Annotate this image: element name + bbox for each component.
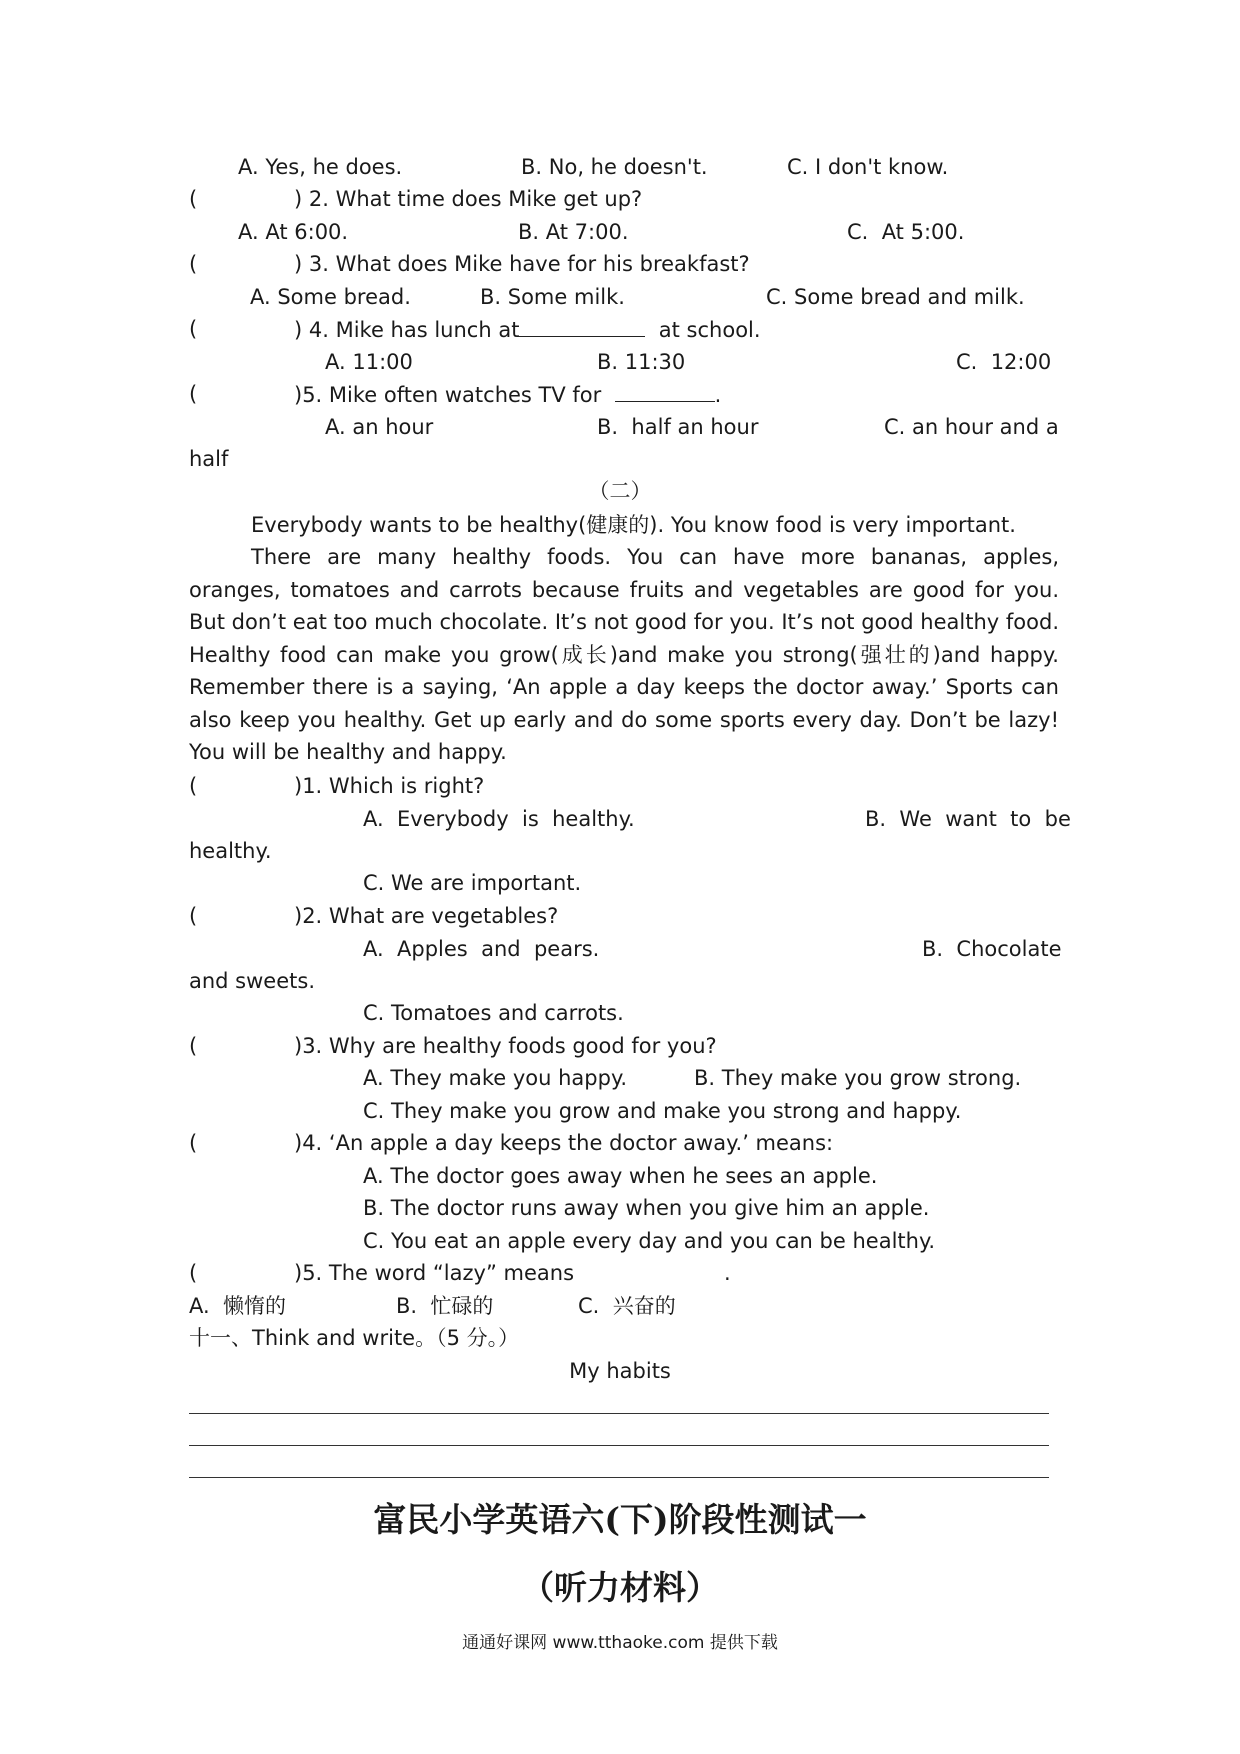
q4-option-c: C. 12:00 [956, 350, 1052, 374]
s2-q3-question: )3. Why are healthy foods good for you? [294, 1034, 717, 1058]
writing-section-heading: 十一、Think and write。（5 分。） [189, 1326, 520, 1350]
s2-q2-option-c: C. Tomatoes and carrots. [363, 1001, 624, 1025]
s2-q2-option-a: A. Apples and pears. [363, 937, 600, 961]
s2-q5-option-a: A. 懒惰的 [189, 1294, 287, 1318]
q2-question: ) 2. What time does Mike get up? [294, 187, 643, 211]
s2-q3-option-a: A. They make you happy. [363, 1066, 628, 1090]
s2-q1-option-b-wrap: healthy. [189, 839, 272, 863]
s2-q3-paren: ( [189, 1034, 198, 1058]
s2-q3-option-b: B. They make you grow strong. [694, 1066, 1022, 1090]
writing-line-2[interactable] [189, 1445, 1049, 1446]
s2-q3-option-c: C. They make you grow and make you strong and happy. [363, 1099, 962, 1123]
s2-q5-paren: ( [189, 1261, 198, 1285]
section-heading: （二） [588, 479, 652, 503]
q1-option-a: A. Yes, he does. [238, 155, 403, 179]
footer-source: 通通好课网 www.tthaoke.com 提供下载 [462, 1633, 778, 1653]
q4-answer-blank[interactable] [519, 314, 645, 337]
s2-q2-option-b-wrap: and sweets. [189, 969, 315, 993]
passage-paragraph-2: There are many healthy foods. You can have more bananas, apples, oranges, tomatoes and carrots because fruits and vegetables are good for you. But don’t eat too much chocolate. It’s not good for you. It’s not good healthy food. Healthy food can make you grow(成长)and make you strong(强壮的)and happy. Remember there is a saying, ‘An apple a day keeps the doctor away.’ Sports can also keep you healthy. Get up early and do some sports every day. Don’t be lazy! You will be healthy and happy. [189, 545, 1059, 764]
q4-option-b: B. 11:30 [597, 350, 686, 374]
q3-paren: ( [189, 252, 198, 276]
q5-option-a: A. an hour [325, 415, 434, 439]
writing-title: My habits [569, 1359, 671, 1383]
writing-line-3[interactable] [189, 1477, 1049, 1478]
exam-title: 富民小学英语六(下)阶段性测试一 [373, 1500, 867, 1539]
q3-question: ) 3. What does Mike have for his breakfast? [294, 252, 750, 276]
q3-option-b: B. Some milk. [480, 285, 625, 309]
s2-q5-option-b: B. 忙碌的 [396, 1294, 494, 1318]
s2-q1-option-c: C. We are important. [363, 871, 582, 895]
s2-q2-option-b: B. Chocolate [922, 937, 1062, 961]
q4-question: ) 4. Mike has lunch at at school. [294, 314, 761, 345]
passage-paragraph-1: Everybody wants to be healthy(健康的). You know food is very important. [251, 513, 1016, 537]
q2-option-b: B. At 7:00. [518, 220, 629, 244]
s2-q5-option-c: C. 兴奋的 [578, 1294, 676, 1318]
s2-q4-option-c: C. You eat an apple every day and you can be healthy. [363, 1229, 936, 1253]
s2-q4-question: )4. ‘An apple a day keeps the doctor away.’ means: [294, 1131, 834, 1155]
s2-q1-paren: ( [189, 774, 198, 798]
q5-answer-blank[interactable] [615, 379, 715, 402]
q5-option-b: B. half an hour [597, 415, 759, 439]
s2-q4-option-a: A. The doctor goes away when he sees an apple. [363, 1164, 878, 1188]
q5-paren: ( [189, 382, 198, 406]
s2-q2-paren: ( [189, 904, 198, 928]
s2-q4-option-b: B. The doctor runs away when you give him an apple. [363, 1196, 930, 1220]
q2-option-c: C. At 5:00. [847, 220, 965, 244]
s2-q5-question: )5. The word “lazy” means . [294, 1261, 731, 1285]
s2-q2-question: )2. What are vegetables? [294, 904, 559, 928]
q5-question: )5. Mike often watches TV for . [294, 379, 721, 410]
q3-option-a: A. Some bread. [250, 285, 411, 309]
q2-paren: ( [189, 187, 198, 211]
q3-option-c: C. Some bread and milk. [766, 285, 1025, 309]
s2-q1-option-a: A. Everybody is healthy. [363, 807, 635, 831]
q4-option-a: A. 11:00 [325, 350, 413, 374]
s2-q1-question: )1. Which is right? [294, 774, 485, 798]
q4-paren: ( [189, 317, 198, 341]
q1-option-c: C. I don't know. [787, 155, 949, 179]
exam-subtitle: （听力材料） [521, 1568, 719, 1607]
writing-line-1[interactable] [189, 1413, 1049, 1414]
s2-q1-option-b: B. We want to be [865, 807, 1071, 831]
q5-option-c-wrap: half [189, 447, 229, 471]
q1-option-b: B. No, he doesn't. [521, 155, 708, 179]
q5-option-c: C. an hour and a [884, 415, 1059, 439]
s2-q4-paren: ( [189, 1131, 198, 1155]
q2-option-a: A. At 6:00. [238, 220, 349, 244]
